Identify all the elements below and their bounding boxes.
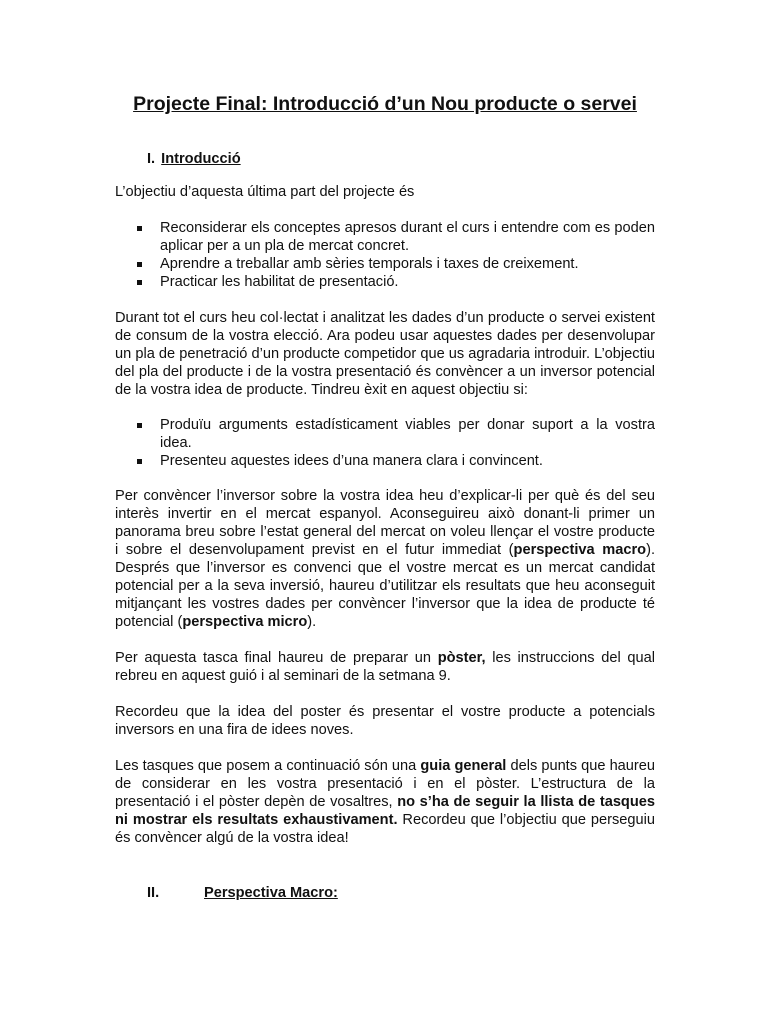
paragraph-investor-persuasion [115,487,655,631]
bold-term-poster: pòster, [437,650,486,666]
section-heading-introduccio [147,150,655,168]
intro-paragraph: L’objectiu d’aquesta última part del projecte és [115,184,415,200]
text-run: Per aquesta tasca final haureu de preparar un [115,650,438,666]
success-criteria-list [115,416,655,470]
paragraph-task-guide [115,757,655,847]
section-number: I. [147,151,156,167]
document-title: Projecte Final: Introducció d’un Nou producte o servei [133,93,637,115]
text-run: les instruccions del qual rebreu en aquest guió i al seminari de la setmana 9. [115,650,655,684]
text-run: ). Després que l’inversor es convenci que el vostre mercat es un mercat candidat potencial per a la seva inversió, haureu d’utilitzar els resultats que heu aconseguit mitjançant les vostres dades per convèncer l’inversor que la idea de producte té potencial ( [115,542,655,630]
list-item: Produïu arguments estadísticament viables per donar suport a la vostra idea. [115,416,655,452]
list-item: Aprendre a treballar amb sèries temporals i taxes de creixement. [115,255,655,273]
text-run: Per convèncer l’inversor sobre la vostra idea heu d’explicar-li per què és del seu interès invertir en el mercat espanyol. Aconseguireu això donant-li primer un panorama breu sobre l’estat general del mercat on voleu llençar el vostre producte i sobre el desenvolupament previst en el futur immediat ( [115,488,655,558]
list-item: Presenteu aquestes idees d’una manera clara i convincent. [115,452,655,470]
section-number: II. [147,885,160,901]
objectives-list [115,219,655,291]
paragraph-data-collection: Durant tot el curs heu col·lectat i analitzat les dades d’un producte o servei existent de consum de la vostra elecció. Ara podeu usar aquestes dades per desenvolupar un pla de penetració d’un producte competidor que us agradaria introduir. L’objectiu del pla del producte i de la vostra presentació és convèncer a un inversor potencial de la vostra idea de producte. Tindreu èxit en aquest objectiu si: [115,310,655,398]
paragraph-poster-idea: Recordeu que la idea del poster és presentar el vostre producte a potencials inversors en una fira de idees noves. [115,704,655,738]
section-label: Introducció [161,151,241,167]
section-label: Perspectiva Macro: [204,885,338,901]
bold-term-guide: guia general [420,758,507,774]
bold-term-macro: perspectiva macro [513,542,647,558]
bold-term-micro: perspectiva micro [182,614,308,630]
text-run: dels punts que haureu de considerar en les vostra presentació i en el pòster. L’estructura de la presentació i el pòster depèn de vosaltres, [115,758,656,810]
bold-term-no-follow: no s’ha de seguir la llista de tasques ni mostrar els resultats exhaustivament. [115,794,655,828]
list-item: Practicar les habilitat de presentació. [115,273,655,291]
text-run: Recordeu que l’objectiu que perseguiu és convèncer algú de la vostra idea! [115,812,655,846]
section-heading-macro [147,884,655,902]
paragraph-poster-task [115,649,655,685]
text-run: ). [307,614,317,630]
list-item: Reconsiderar els conceptes apresos durant el curs i entendre com es poden aplicar per a un pla de mercat concret. [115,219,655,255]
text-run: Les tasques que posem a continuació són una [115,758,421,774]
